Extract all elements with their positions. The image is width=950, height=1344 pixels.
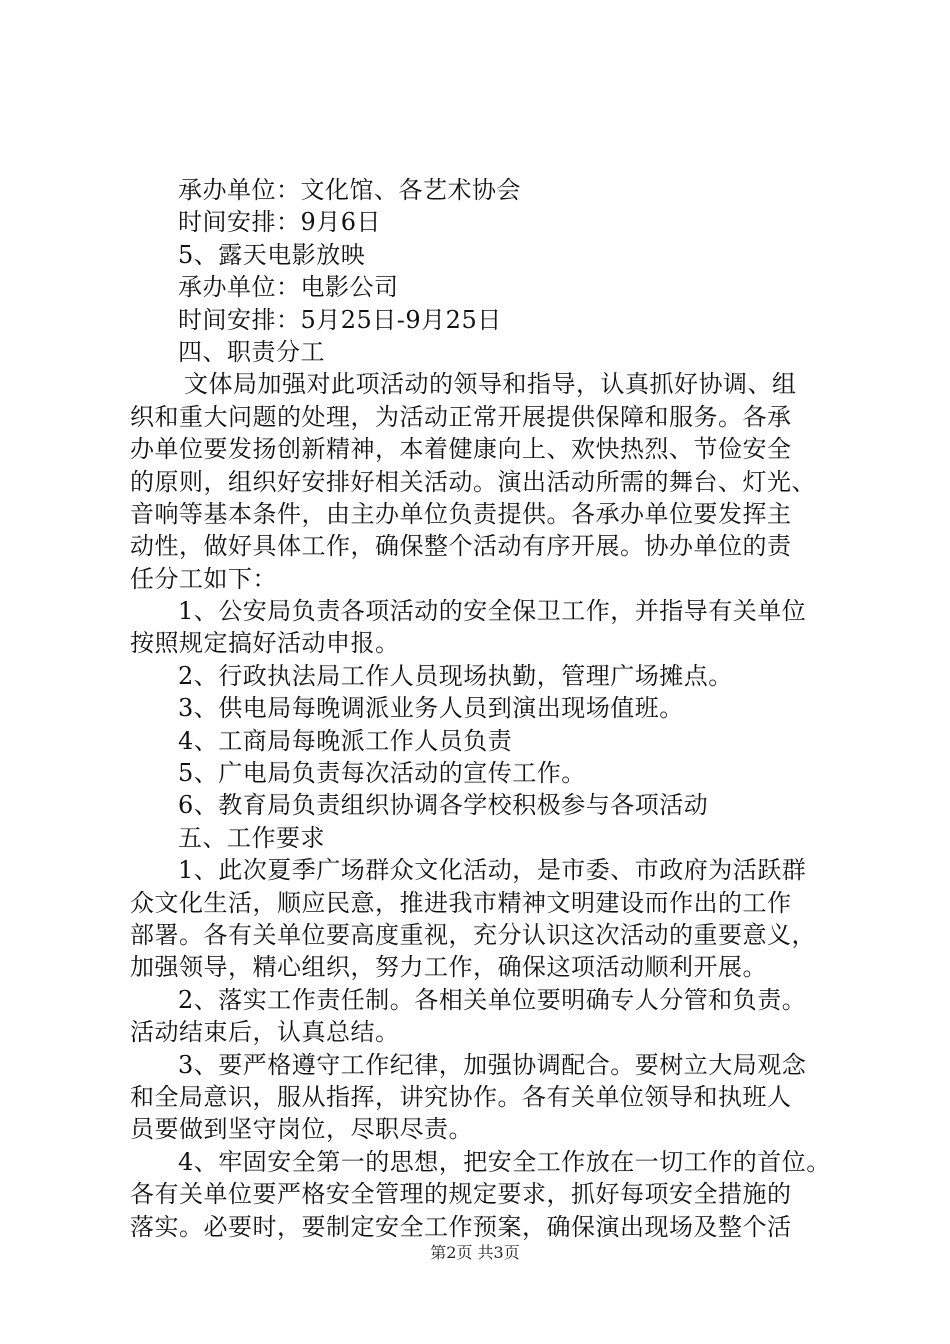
document-line: 活动结束后，认真总结。 bbox=[130, 1018, 400, 1047]
document-line: 3、要严格遵守工作纪律，加强协调配合。要树立大局观念 bbox=[178, 1050, 807, 1079]
document-line: 音响等基本条件，由主办单位负责提供。各承办单位要发挥主 bbox=[130, 499, 792, 528]
document-line: 承办单位：文化馆、各艺术协会 bbox=[178, 176, 521, 204]
document-line: 和全局意识，服从指挥，讲究协作。各有关单位领导和执班人 bbox=[130, 1082, 792, 1111]
document-line: 动性，做好具体工作，确保整个活动有序开展。协办单位的责 bbox=[130, 532, 792, 561]
document-body bbox=[130, 174, 840, 1243]
document-line: 部署。各有关单位要高度重视，充分认识这次活动的重要意义， bbox=[130, 920, 816, 949]
document-line: 6、教育局负责组织协调各学校积极参与各项活动 bbox=[178, 791, 709, 820]
document-line: 员要做到坚守岗位，尽职尽责。 bbox=[130, 1115, 473, 1144]
document-line: 2、行政执法局工作人员现场执勤，管理广场摊点。 bbox=[178, 661, 733, 690]
document-line: 众文化生活，顺应民意，推进我市精神文明建设而作出的工作 bbox=[130, 888, 792, 917]
document-line: 四、职责分工 bbox=[178, 337, 325, 366]
page-footer: 第2页 共3页 bbox=[430, 1243, 520, 1262]
document-line: 1、此次夏季广场群众文化活动，是市委、市政府为活跃群 bbox=[178, 856, 807, 885]
document-line: 按照规定搞好活动申报。 bbox=[130, 629, 400, 658]
document-line: 织和重大问题的处理，为活动正常开展提供保障和服务。各承 bbox=[130, 402, 792, 431]
document-line: 加强领导，精心组织，努力工作，确保这项活动顺利开展。 bbox=[130, 953, 767, 982]
document-line: 5、露天电影放映 bbox=[178, 240, 366, 269]
document-line: 的原则，组织好安排好相关活动。演出活动所需的舞台、灯光、 bbox=[130, 467, 816, 496]
document-line: 任分工如下： bbox=[130, 564, 277, 593]
document-line: 各有关单位要严格安全管理的规定要求，抓好每项安全措施的 bbox=[130, 1180, 792, 1209]
document-line: 4、牢固安全第一的思想，把安全工作放在一切工作的首位。 bbox=[178, 1147, 831, 1176]
document-line: 5、广电局负责每次活动的宣传工作。 bbox=[178, 759, 586, 788]
document-line: 2、落实工作责任制。各相关单位要明确专人分管和负责。 bbox=[178, 985, 807, 1014]
document-line: 五、工作要求 bbox=[178, 823, 325, 852]
document-line: 1、公安局负责各项活动的安全保卫工作，并指导有关单位 bbox=[178, 597, 807, 626]
document-line: 承办单位：电影公司 bbox=[178, 273, 399, 302]
document-line: 办单位要发扬创新精神，本着健康向上、欢快热烈、节俭安全 bbox=[130, 435, 792, 464]
document-line: 4、工商局每晚派工作人员负责 bbox=[178, 726, 513, 755]
document-line: 时间安排：5月25日-9月25日 bbox=[178, 305, 502, 334]
document-line: 文体局加强对此项活动的领导和指导，认真抓好协调、组 bbox=[184, 370, 797, 399]
document-line: 落实。必要时，要制定安全工作预案，确保演出现场及整个活 bbox=[130, 1212, 792, 1241]
document-line: 时间安排：9月6日 bbox=[178, 208, 382, 237]
document-line: 3、供电局每晚调派业务人员到演出现场值班。 bbox=[178, 694, 684, 723]
